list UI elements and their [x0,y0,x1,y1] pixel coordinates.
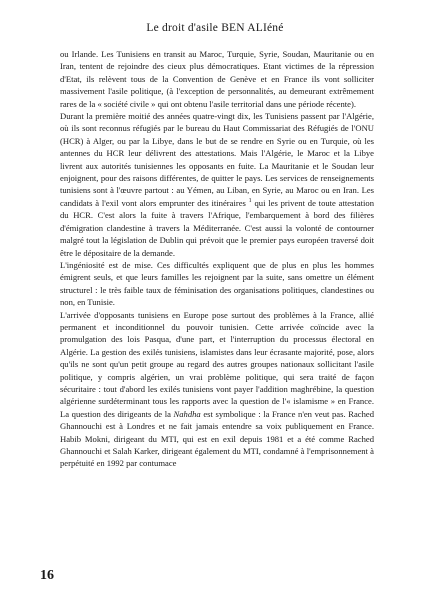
paragraph-3: L'ingéniosité est de mise. Ces difficultés expliquent que de plus en plus les hommes émigrent seuls, et que leurs familles les rejoignent par la suite, sans omettre un élément structurel : le très faible taux de féminisation des organisations politiques, clandestines ou non, en Tunisie. [60,259,374,308]
running-title: Le droit d'asile BEN ALIéné [146,22,284,34]
paragraph-2-part-a: Durant la première moitié des années quatre-vingt dix, les Tunisiens passent par l'Algérie, où ils sont reconnus réfugiés par le bureau du Haut Commissariat des Réfugiés de l'ONU (HCR) à Alger, ou par la Libye, dans le but de se rendre en Syrie ou en Turquie, où les antennes du HCR leur délivrent des attestations. Mais l'Algérie, le Maroc et la Libye livrent aux autorités tunisiennes les opposants en fuite. La Mauritanie et le Soudan leur enjoignent, pour des raisons différentes, de quitter le pays. Les services de renseignements tunisiens sont à l'œuvre partout : au Yémen, au Liban, en Syrie, au Maroc ou en Iran. Les candidats à l'exil vont alors emprunter des itinéraires [60,111,374,208]
paragraph-4 [60,309,374,470]
paragraph-2 [60,110,374,259]
italic-term: Nahdha [173,408,201,419]
body-text [60,48,374,470]
paragraph-4-part-a: L'arrivée d'opposants tunisiens en Europe pose surtout des problèmes à la France, allié permanent et inconditionnel du pouvoir tunisien. Cette arrivée coïncide avec la promulgation des lois Pasqua, d'une part, et l'interruption du processus électoral en Algérie. La gestion des exilés tunisiens, islamistes dans leur écrasante majorité, pose, alors qu'ils ne sont qu'un petit groupe au regard des autres groupes nationaux sollicitant l'asile politique, y compris algérien, un vrai problème politique, qui sera traité de façon sécuritaire : tout d'abord les exilés tunisiens vont payer l'addition maghrébine, la question algérienne surdéterminant tous les rapports avec la question de l'« islamisme » en France. La question des dirigeants de la [60,309,374,419]
page-number: 16 [40,568,54,583]
paragraph-1: ou Irlande. Les Tunisiens en transit au Maroc, Turquie, Syrie, Soudan, Mauritanie ou en Iran, tentent de rejoindre des cieux plus démocratiques. Etant victimes de la répression d'Etat, ils relèvent tous de la Convention de Genève et en France ils vont solliciter massivement l'asile politique, (à l'exception de personnalités, au demeurant extrêmement rares de la « société civile » qui ont obtenu l'asile territorial dans une période récente). [60,49,374,109]
footnote-marker: 1 [248,198,252,205]
paragraph-2-part-b: qui les privent de toute attestation du HCR. C'est alors la fuite à travers l'Afrique, l'embarquement à bord des filières d'émigration clandestine à travers la Méditerranée. C'est aussi la volonté de contourner malgré tout la législation de Dublin qui prévoit que le premier pays européen traversé doit être le dépositaire de la demande. [60,197,374,258]
paragraph-4-part-b: est symbolique : la France n'en veut pas. Rached Ghannouchi est à Londres et ne fait jamais entendre sa voix publiquement en France. Habib Mokni, dirigeant du MTI, qui est en exil depuis 1981 et a été comme Rached Ghannouchi et Salah Karker, dirigeant également du MTI, condamné à l'emprisonnement à perpétuité en 1992 par contumace [60,408,374,469]
